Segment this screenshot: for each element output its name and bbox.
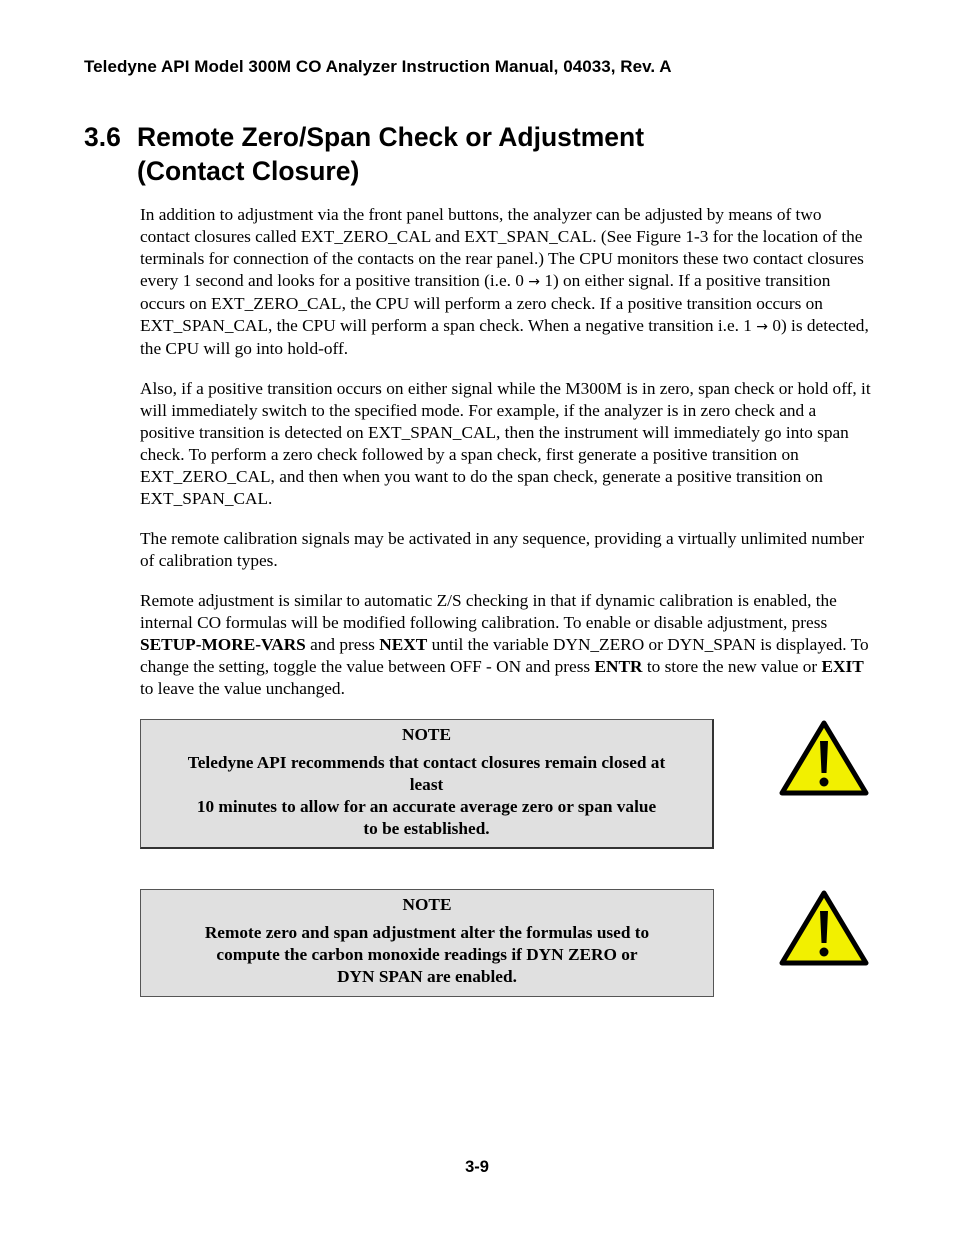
paragraph-1-text-b: 1) on either signal. If a positive transition occurs on EXT_ZERO_CAL, the CPU will perform a zero check. If a positive transition occurs on EXT_SPAN_CAL, the CPU will perform a span check. When a negative transition i.e. 1 [140, 271, 831, 335]
paragraph-4 [140, 590, 875, 700]
arrow-icon: → [756, 319, 768, 335]
arrow-icon: → [528, 274, 540, 290]
paragraph-4-text-b: and press [305, 635, 380, 654]
note-title: NOTE [402, 725, 451, 744]
note-line: compute the carbon monoxide readings if DYN ZERO or [216, 945, 638, 964]
note-line: Teledyne API recommends that contact closures remain closed at [187, 753, 666, 772]
paragraph-1-text-a: In addition to adjustment via the front panel buttons, the analyzer can be adjusted by means of two contact closures called EXT_ZERO_CAL and EXT_SPAN_CAL. (See Figure 1-3 for the location of the terminals for connection of the contacts on the rear panel.) The CPU monitors these two contact closures every 1 second and looks for a positive transition (i.e. 0 [140, 205, 864, 290]
key-exit: EXIT [821, 657, 864, 676]
key-setup-more-vars: SETUP-MORE-VARS [140, 635, 306, 654]
note-line: Remote zero and span adjustment alter the formulas used to [204, 923, 650, 942]
paragraph-4-text-c: until the variable DYN_ZERO or DYN_SPAN is displayed. To change the setting, toggle the value between OFF - ON and press [140, 635, 869, 676]
note-line: DYN SPAN are enabled. [337, 967, 517, 986]
paragraph-1 [140, 204, 875, 360]
paragraph-4-text-e: to leave the value unchanged. [140, 679, 345, 698]
paragraph-3: The remote calibration signals may be activated in any sequence, providing a virtually unlimited number of calibration types. [140, 529, 865, 570]
paragraph-2: Also, if a positive transition occurs on either signal while the M300M is in zero, span check or hold off, it will immediately switch to the specified mode. For example, if the analyzer is in zero check and a positive transition is detected on EXT_SPAN_CAL, then the instrument will immediately go into span check. To perform a zero check followed by a span check, first generate a positive transition on EXT_ZERO_CAL, and then when you want to do the span check, generate a positive transition on EXT_SPAN_CAL. [140, 379, 871, 508]
section-heading [84, 120, 784, 188]
paragraph-4-text-a: Remote adjustment is similar to automatic Z/S checking in that if dynamic calibration is enabled, the internal CO formulas will be modified following calibration. To enable or disable adjustment, press [140, 591, 837, 632]
key-entr: ENTR [594, 657, 643, 676]
section-title-line2: (Contact Closure) [137, 156, 360, 186]
note-box [140, 719, 714, 849]
note-line: 10 minutes to allow for an accurate average zero or span value [196, 797, 657, 816]
note-line: least [409, 775, 444, 794]
body-text [140, 204, 875, 700]
note-line: to be established. [363, 819, 490, 838]
note-box [140, 889, 714, 997]
section-number: 3.6 [84, 122, 121, 152]
note-title: NOTE [402, 895, 452, 914]
key-next: NEXT [379, 635, 428, 654]
document-header: Teledyne API Model 300M CO Analyzer Instruction Manual, 04033, Rev. A [84, 57, 672, 76]
paragraph-1-text-c: 0) is detected, the CPU will go into hold-off. [140, 316, 869, 358]
section-title-line1: Remote Zero/Span Check or Adjustment [137, 122, 645, 152]
warning-triangle-icon [779, 889, 869, 967]
page-number: 3-9 [465, 1158, 489, 1176]
paragraph-4-text-d: to store the new value or [642, 657, 822, 676]
warning-triangle-icon [779, 719, 869, 797]
